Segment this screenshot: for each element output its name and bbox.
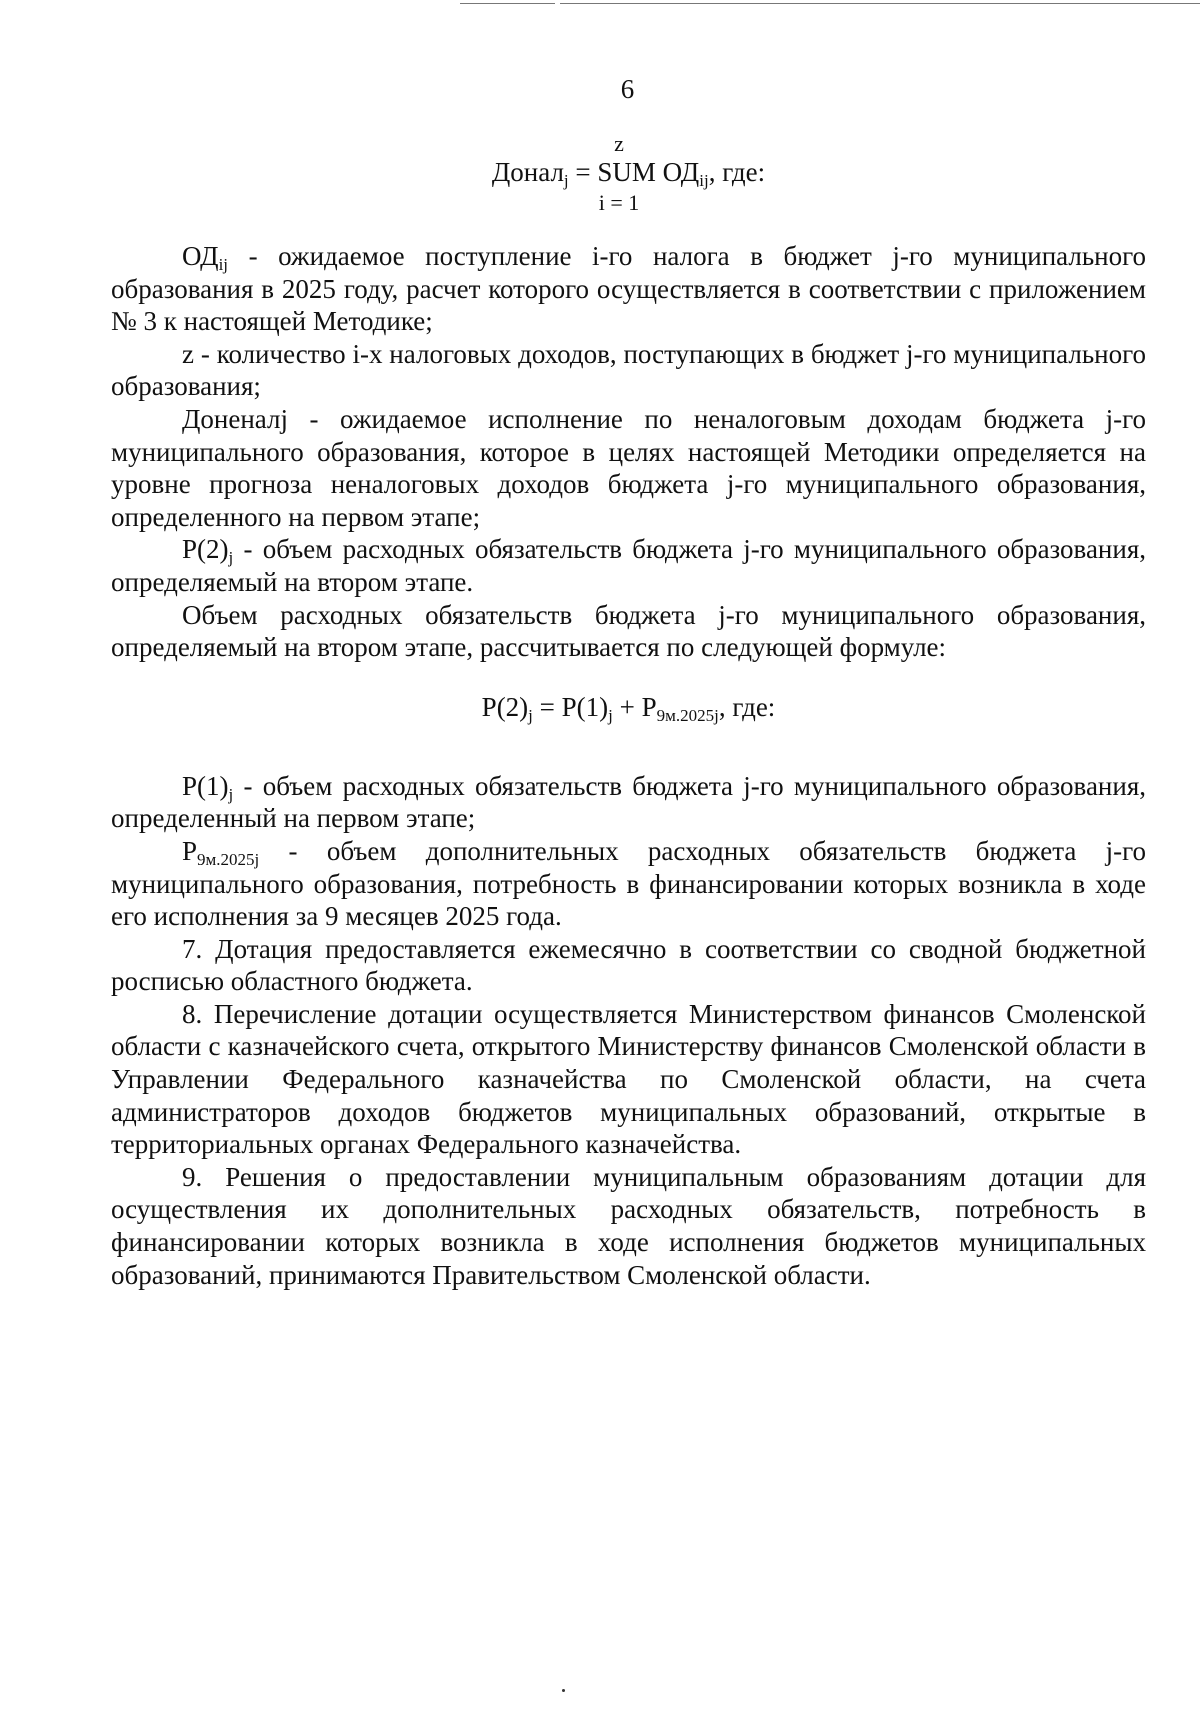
- scan-artifact-line: [560, 3, 1200, 4]
- scan-artifact-line: [460, 3, 555, 4]
- definition-text: - ожидаемое поступление i-го налога в бюджет j-го муниципального образования в 2025 году, расчет которого осуществляется в соответствии с приложением № 3 к настоящей Методике;: [111, 241, 1146, 337]
- definition-symbol-sub: j: [228, 548, 234, 568]
- definition-symbol: z: [182, 338, 194, 369]
- page-number: 6: [620, 74, 635, 104]
- formula-2-b-sub: j: [608, 706, 613, 725]
- formula-2-c: + P: [612, 692, 657, 722]
- definition-paragraph: [111, 338, 1146, 403]
- formula-2-intro: Объем расходных обязательств бюджета j-го муниципального образования, определяемый на втором этапе, рассчитывается по следующей формуле:: [111, 599, 1146, 663]
- formula-2: [0, 690, 1200, 724]
- definition-paragraph: [111, 403, 1146, 533]
- formula-2-b: = P(1): [532, 692, 609, 722]
- formula-2-a-sub: j: [528, 706, 533, 725]
- definition-paragraph: [111, 240, 1146, 338]
- definition-symbol: P(1): [182, 770, 229, 801]
- formula-1-upper-limit: z: [614, 131, 624, 156]
- definition-text: - объем дополнительных расходных обязательств бюджета j-го муниципального образования, потребность в финансировании которых возникла в ходе его исполнения за 9 месяцев 2025 года.: [111, 835, 1146, 932]
- definition-symbol: P(2): [182, 534, 229, 565]
- definition-paragraph: [111, 835, 1146, 933]
- formula-1-lower-limit: i = 1: [598, 190, 640, 215]
- definition-paragraph: [111, 770, 1146, 835]
- definition-paragraph: [111, 533, 1146, 598]
- formula-2-tail: , где:: [718, 692, 776, 722]
- scan-artifact-dot: [562, 1689, 565, 1692]
- definition-symbol: ОД: [182, 241, 219, 271]
- formula-1-lhs-sub: j: [563, 171, 569, 190]
- definition-symbol: Доненалj: [182, 403, 288, 434]
- numbered-item-7: 7. Дотация предоставляется ежемесячно в соответствии со сводной бюджетной росписью областного бюджета.: [111, 933, 1146, 997]
- definition-symbol-sub: j: [228, 784, 234, 804]
- definition-text: - объем расходных обязательств бюджета j-го муниципального образования, определяемый на втором этапе.: [111, 534, 1146, 597]
- definition-text: - объем расходных обязательств бюджета j-го муниципального образования, определенный на первом этапе;: [111, 770, 1146, 834]
- formula-1-tail: , где:: [708, 157, 766, 187]
- formula-1: [0, 155, 1200, 189]
- definition-symbol-sub: 9м.2025j: [197, 849, 260, 869]
- formula-2-c-sub: 9м.2025j: [656, 706, 719, 725]
- numbered-item-8: 8. Перечисление дотации осуществляется Министерством финансов Смоленской области с казначейского счета, открытого Министерству финансов Смоленской области в Управлении Федерального казначейства по Смоленской области, на счета администраторов доходов бюджетов муниципальных образований, открытые в территориальных органах Федерального казначейства.: [111, 998, 1146, 1160]
- formula-1-operator: = SUM ОД: [568, 157, 700, 187]
- formula-1-lhs: Донал: [491, 157, 564, 187]
- formula-1-term-sub: ij: [699, 171, 709, 190]
- definition-text: - количество i-х налоговых доходов, поступающих в бюджет j-го муниципального образования;: [111, 338, 1146, 402]
- definition-symbol: P: [182, 835, 198, 866]
- definition-symbol-sub: ij: [218, 255, 229, 274]
- numbered-item-9: 9. Решения о предоставлении муниципальным образованиям дотации для осуществления их дополнительных расходных обязательств, потребность в финансировании которых возникла в ходе исполнения бюджетов муниципальных образований, принимаются Правительством Смоленской области.: [111, 1161, 1146, 1290]
- document-body: [111, 240, 1146, 1291]
- definition-text: - ожидаемое исполнение по неналоговым доходам бюджета j-го муниципального образования, которое в целях настоящей Методики определяется на уровне прогноза неналоговых доходов бюджета j-го муниципального образования, определенного на первом этапе;: [111, 403, 1146, 532]
- formula-2-a: P(2): [481, 692, 529, 722]
